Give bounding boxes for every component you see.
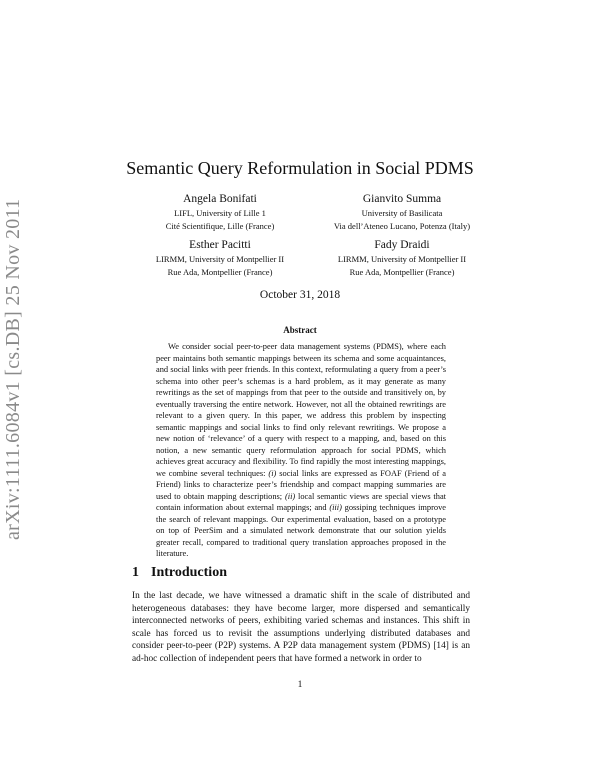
author-address: Via dell’Ateneo Lucano, Potenza (Italy): [333, 221, 471, 231]
abstract-text: [156, 341, 446, 560]
author-address: Rue Ada, Montpellier (France): [349, 267, 455, 277]
author-name: Esther Pacitti: [189, 239, 251, 251]
author-name: Angela Bonifati: [183, 193, 257, 205]
author-name: Fady Draidi: [374, 239, 430, 251]
author-block: [120, 238, 320, 279]
abstract-text-part: gossiping techniques improve the search of relevant mappings. Our experimental evaluation, based on a prototype on top of PeerSim and a simulated network demonstrate that our solution yields greater recall, compared to traditional query translation approaches proposed in the literature.: [156, 503, 446, 558]
author-block: [302, 192, 502, 233]
author-block: [120, 192, 320, 233]
list-marker: (iii): [329, 503, 342, 512]
author-address: Cité Scientifique, Lille (France): [165, 221, 275, 231]
author-name: Gianvito Summa: [362, 193, 442, 205]
section-heading: [132, 565, 227, 581]
paper-title: Semantic Query Reformulation in Social PDMS: [126, 158, 474, 178]
author-affiliation: LIFL, University of Lille 1: [174, 208, 266, 218]
abstract-text-part: social links are expressed as FOAF (Friend of a Friend) links to characterize peer’s friendship and compact mapping summaries are used to obtain mapping descriptions;: [156, 468, 446, 501]
abstract-heading: Abstract: [283, 325, 317, 335]
section-number: 1: [132, 565, 139, 580]
abstract-text-part: local semantic views are special views that contain information about external mappings; and: [156, 491, 446, 512]
author-affiliation: University of Basilicata: [361, 208, 443, 218]
introduction-paragraph: In the last decade, we have witnessed a dramatic shift in the scale of distributed and heterogeneous databases: they have become larger, more dispersed and semantically interconnected networks of peers, exhibiting varied schemas and instances. This shift in scale has forced us to revisit the assumptions underlying distributed databases and consider peer-to-peer (P2P) systems. A P2P data management system (PDMS) [14] is an ad-hoc collection of independent peers that have formed a network in order to: [132, 591, 470, 664]
page-number: 1: [297, 680, 303, 690]
author-affiliation: LIRMM, University of Montpellier II: [337, 254, 467, 264]
author-address: Rue Ada, Montpellier (France): [167, 267, 273, 277]
list-marker: (ii): [284, 491, 296, 501]
abstract-text-part: We consider social peer-to-peer data management systems (PDMS), where each peer maintains both semantic mappings between its schema and some acquaintances, and social links with peer friends. In this context, reformulating a query from a peer’s schema into other peer’s schemas is a hard problem, as it may generate as many rewritings as the set of mappings from that peer to the outside and transitively on, by eventually traversing the entire network. However, not all the obtained rewritings are relevant to a given query. In this paper, we address this problem by inspecting semantic mappings and social links to find only relevant rewritings. We propose a new notion of ‘relevance’ of a query with respect to a mapping, and, based on this notion, a new semantic query reformulation approach for social PDMS, which achieves great accuracy and flexibility. To find rapidly the most interesting mappings, we combine several techniques:: [156, 342, 446, 478]
list-marker: (i): [268, 468, 277, 478]
author-block: [302, 238, 502, 279]
paper-date: October 31, 2018: [259, 289, 341, 301]
arxiv-identifier: arXiv:1111.6084v1 [cs.DB] 25 Nov 2011: [2, 198, 24, 540]
section-title: Introduction: [151, 565, 227, 580]
author-affiliation: LIRMM, University of Montpellier II: [155, 254, 285, 264]
